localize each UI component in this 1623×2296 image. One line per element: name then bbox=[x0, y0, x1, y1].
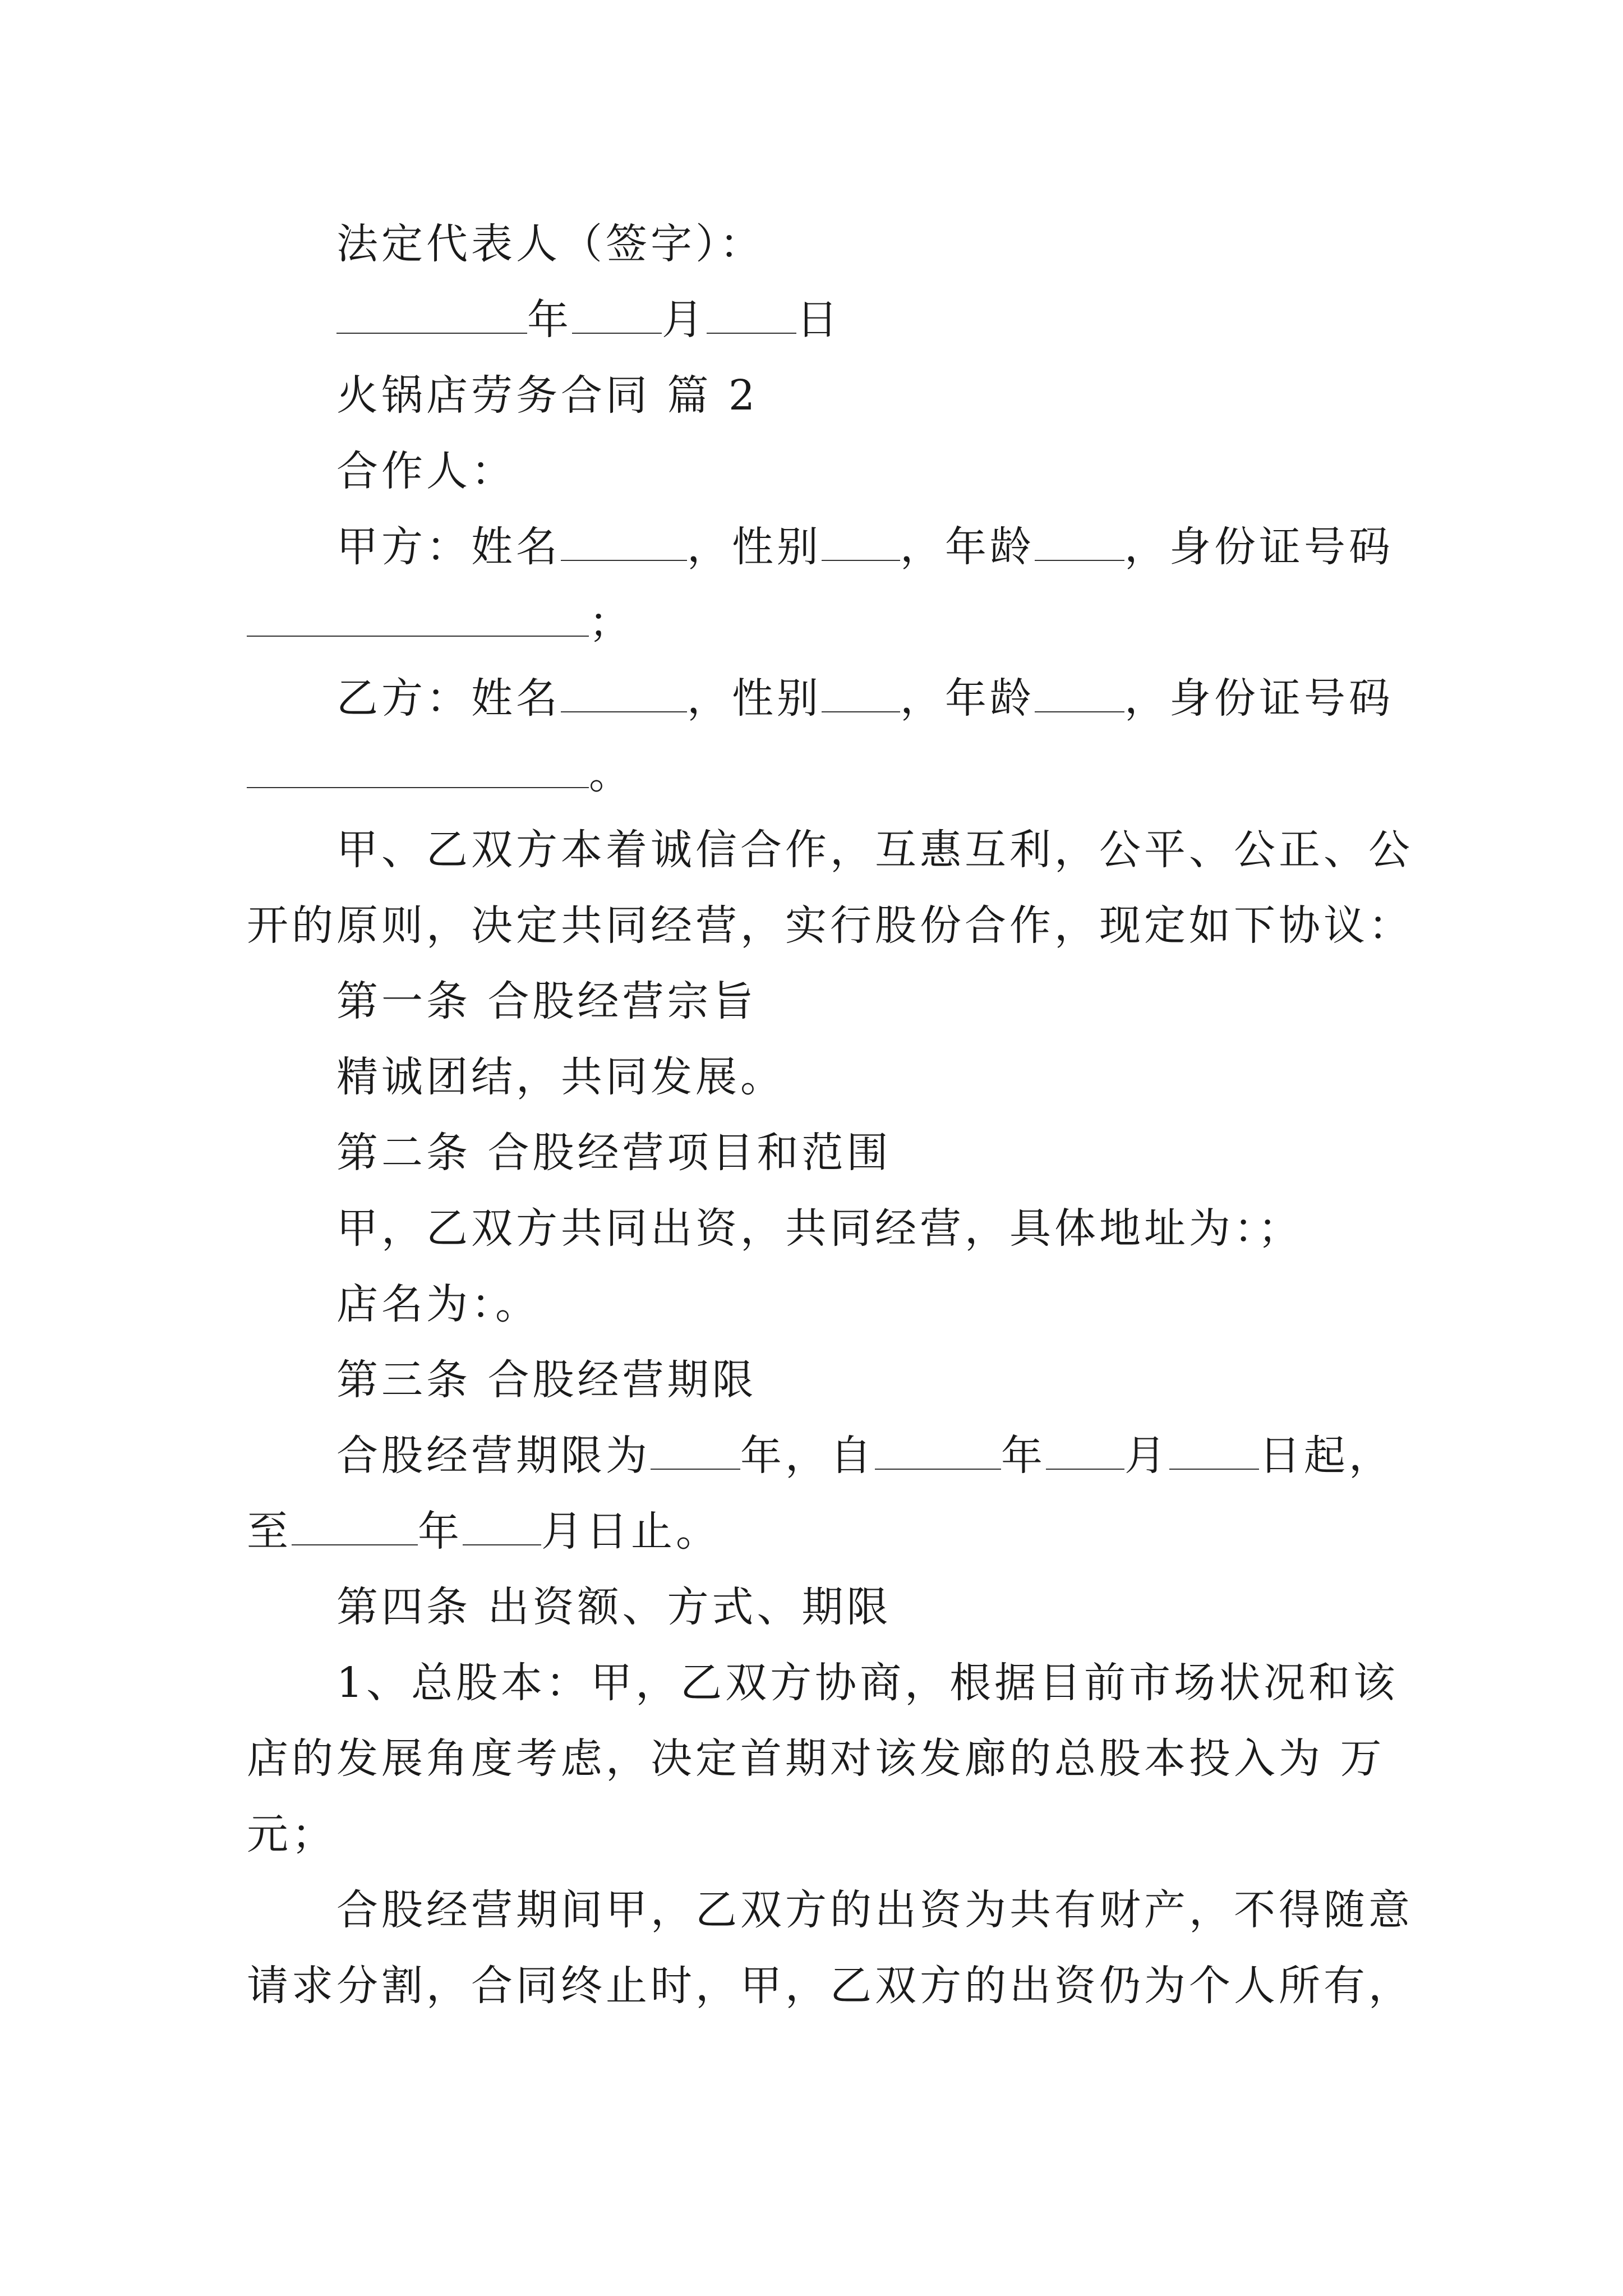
party-a-gender-blank bbox=[822, 521, 900, 561]
date-line bbox=[336, 292, 841, 348]
paragraph-line bbox=[247, 898, 1413, 954]
party-b-end: 。 bbox=[589, 750, 634, 798]
article-2-store-name: 店名为：。 bbox=[336, 1280, 540, 1328]
article-4-title: 第四条 出资额、方式、期限 bbox=[336, 1583, 892, 1631]
term-to-label: 至 bbox=[247, 1507, 292, 1556]
party-a-name-label: 甲方：姓名 bbox=[336, 523, 561, 571]
article-3-title: 第三条 合股经营期限 bbox=[336, 1356, 757, 1404]
article-1-title: 第一条 合股经营宗旨 bbox=[336, 977, 757, 1025]
party-b-gender-label: ，性别 bbox=[687, 674, 822, 723]
month-blank bbox=[572, 293, 662, 334]
party-a-id-label: ，身份证号码 bbox=[1124, 523, 1394, 571]
party-a-id-line bbox=[247, 595, 634, 651]
year-blank bbox=[336, 293, 527, 334]
title-text: 火锅店劳务合同 篇 2 bbox=[336, 371, 759, 420]
paragraph-line bbox=[247, 1958, 1413, 2014]
day-blank bbox=[707, 293, 796, 334]
property-line-2: 请求分割，合同终止时，甲，乙双方的出资仍为个人所有， bbox=[247, 1962, 1413, 2010]
end-year-label: 年 bbox=[418, 1507, 463, 1556]
article-heading bbox=[336, 1579, 892, 1635]
end-month-blank bbox=[463, 1505, 541, 1545]
term-line bbox=[336, 1428, 1394, 1484]
paragraph-line bbox=[247, 1731, 1385, 1787]
party-a-age-blank bbox=[1035, 521, 1124, 561]
signature-line bbox=[336, 216, 764, 272]
preamble-line-2: 开的原则，决定共同经营，实行股份合作，现定如下协议： bbox=[247, 901, 1413, 950]
paragraph-line bbox=[336, 1276, 540, 1332]
preamble-line-1: 甲、乙双方本着诚信合作，互惠互利，公平、公正、公 bbox=[336, 826, 1413, 874]
article-heading bbox=[336, 1352, 757, 1408]
party-b-age-label: ，年龄 bbox=[900, 674, 1035, 723]
party-b-name-blank bbox=[561, 672, 687, 712]
property-line-1: 合股经营期间甲，乙双方的出资为共有财产，不得随意 bbox=[336, 1886, 1413, 1934]
capital-line-3: 元； bbox=[247, 1810, 336, 1858]
party-a-id-blank bbox=[247, 596, 589, 637]
capital-line-2: 店的发展角度考虑，决定首期对该发廊的总股本投入为 万 bbox=[247, 1734, 1385, 1783]
party-b-gender-blank bbox=[822, 672, 900, 712]
start-year-blank bbox=[875, 1429, 1001, 1470]
partners-heading bbox=[336, 443, 516, 499]
party-a-name-blank bbox=[561, 521, 687, 561]
start-day-blank bbox=[1169, 1429, 1259, 1470]
paragraph-line bbox=[336, 1655, 1398, 1711]
paragraph-line bbox=[336, 1882, 1413, 1938]
paragraph-line bbox=[336, 822, 1413, 878]
party-b-age-blank bbox=[1035, 672, 1124, 712]
article-2-title: 第二条 合股经营项目和范围 bbox=[336, 1129, 892, 1177]
text-legal-rep: 法定代表人（签字）： bbox=[336, 220, 764, 268]
start-month-blank bbox=[1046, 1429, 1124, 1470]
partners-text: 合作人： bbox=[336, 447, 516, 495]
party-a-age-label: ，年龄 bbox=[900, 523, 1035, 571]
end-month-day-label: 月日止。 bbox=[541, 1507, 721, 1556]
paragraph-line bbox=[336, 1049, 785, 1105]
party-b-line bbox=[336, 670, 1394, 726]
start-month-label: 月 bbox=[1124, 1432, 1169, 1480]
article-2-address: 甲，乙双方共同出资，共同经营，具体地址为：； bbox=[336, 1204, 1303, 1253]
party-b-id-label: ，身份证号码 bbox=[1124, 674, 1394, 723]
article-heading bbox=[336, 973, 757, 1029]
year-label: 年 bbox=[527, 296, 572, 344]
start-day-label: 日起， bbox=[1259, 1432, 1394, 1480]
term-end-line bbox=[247, 1503, 721, 1559]
day-label: 日 bbox=[796, 296, 841, 344]
article-heading bbox=[336, 1125, 892, 1181]
paragraph-line bbox=[247, 1806, 336, 1862]
party-b-name-label: 乙方：姓名 bbox=[336, 674, 561, 723]
term-label: 合股经营期限为 bbox=[336, 1432, 651, 1480]
section-title bbox=[336, 367, 758, 424]
party-b-id-line bbox=[247, 746, 634, 802]
capital-line-1: 1、总股本：甲，乙双方协商，根据目前市场状况和该 bbox=[336, 1659, 1399, 1707]
party-b-id-blank bbox=[247, 748, 589, 788]
start-year-label: 年 bbox=[1001, 1432, 1046, 1480]
party-a-gender-label: ，性别 bbox=[687, 523, 822, 571]
month-label: 月 bbox=[662, 296, 707, 344]
term-years-blank bbox=[651, 1429, 740, 1470]
party-a-line bbox=[336, 519, 1394, 575]
paragraph-line bbox=[336, 1200, 1303, 1257]
article-1-text: 精诚团结，共同发展。 bbox=[336, 1053, 785, 1101]
end-year-blank bbox=[292, 1505, 418, 1545]
party-a-end: ； bbox=[589, 599, 634, 647]
term-from-label: 年，自 bbox=[740, 1432, 875, 1480]
